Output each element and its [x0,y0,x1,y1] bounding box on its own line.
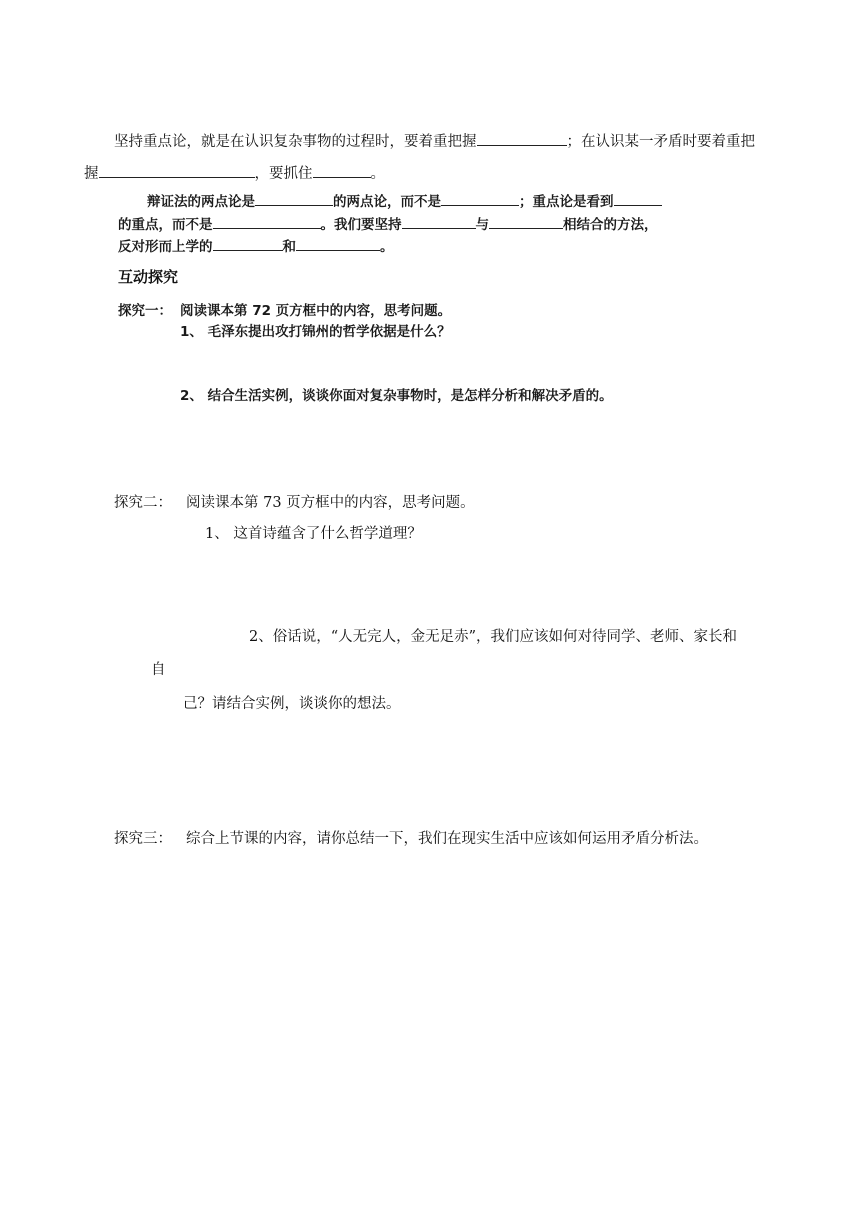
answer-blank[interactable] [614,191,662,206]
probe-2-line [114,493,475,513]
probe-1-question-2: 2、 结合生活实例，谈谈你面对复杂事物时，是怎样分析和解决矛盾的。 [180,388,613,404]
paragraph-line-1 [114,131,755,152]
answer-blank[interactable] [213,236,283,251]
text-segment: 。我们要坚持 [320,217,402,233]
probe-1-question-1: 1、 毛泽东提出攻打锦州的哲学依据是什么？ [180,324,451,340]
answer-blank[interactable] [99,163,255,178]
probe-2-question-2-line-3: 己？请结合实例，谈谈你的想法。 [183,696,401,712]
text-segment: 握 [84,166,99,182]
probe-label: 探究三： [114,831,172,847]
answer-blank[interactable] [296,236,380,251]
probe-2-question-2-line-2: 自 [151,662,166,678]
probe-text: 综合上节课的内容，请你总结一下，我们在现实生活中应该如何运用矛盾分析法。 [186,831,708,847]
text-segment: ，要抓住 [254,166,313,182]
answer-blank[interactable] [313,163,371,178]
paragraph-line-2 [84,163,385,184]
text-segment: 。 [370,166,385,182]
answer-blank[interactable] [402,214,476,229]
probe-label: 探究一： [118,303,172,319]
answer-blank[interactable] [441,191,519,206]
text-segment: 的重点，而不是 [118,217,213,233]
text-segment: 。 [380,239,394,255]
section-heading: 互动探究 [118,268,179,286]
probe-1-line [118,299,451,319]
text-segment: 和 [282,239,296,255]
text-segment: ；在认识某一矛盾时要着重把 [566,134,755,150]
text-segment: 相结合的方法， [563,217,658,233]
scan-line-1 [147,190,662,210]
text-segment: 辩证法的两点论是 [147,194,255,210]
text-segment: 的两点论，而不是 [333,194,441,210]
probe-3-line [114,829,708,849]
text-segment: 反对形而上学的 [118,239,213,255]
probe-text: 阅读课本第 72 页方框中的内容，思考问题。 [180,303,452,319]
answer-blank[interactable] [255,191,333,206]
scan-line-3 [118,235,394,255]
probe-text: 阅读课本第 73 页方框中的内容，思考问题。 [186,495,475,511]
answer-blank[interactable] [489,214,563,229]
answer-blank[interactable] [477,131,567,146]
probe-label: 探究二： [114,495,172,511]
probe-2-question-2-line-1: 2、俗话说，“人无完人，金无足赤”，我们应该如何对待同学、老师、家长和 [249,629,738,645]
scan-line-2 [118,213,658,233]
answer-blank[interactable] [213,214,321,229]
text-segment: 与 [475,217,489,233]
text-segment: 坚持重点论，就是在认识复杂事物的过程时，要着重把握 [114,134,477,150]
probe-2-question-1: 1、 这首诗蕴含了什么哲学道理？ [205,526,422,542]
text-segment: ；重点论是看到 [519,194,614,210]
